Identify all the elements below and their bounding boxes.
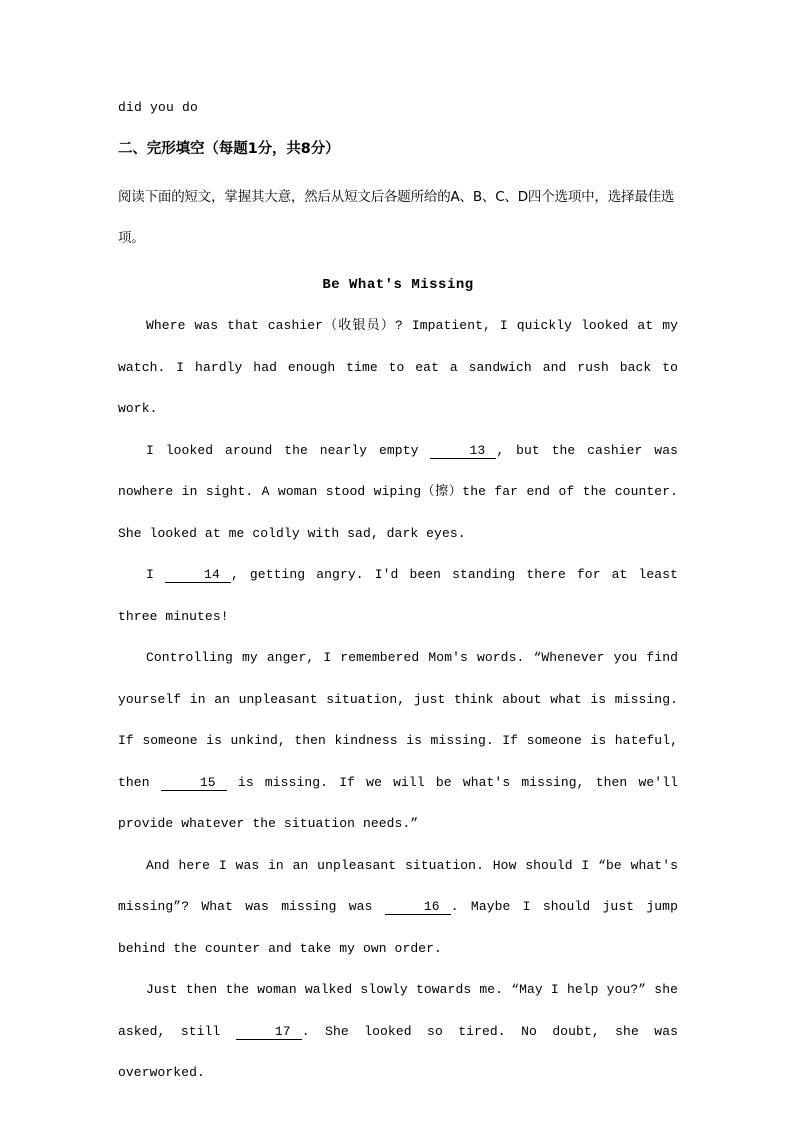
passage-paragraph xyxy=(118,305,678,430)
passage-text: And here I was in an unpleasant situation. How should I “be what's missing”? What was missing was xyxy=(118,857,678,914)
passage-paragraph xyxy=(118,969,678,1094)
previous-line: did you do xyxy=(118,100,199,115)
passage-text: Just then the woman walked slowly towards me. “May I help you?” she asked, still xyxy=(118,982,678,1039)
passage-body xyxy=(118,305,678,1094)
passage-title: Be What's Missing xyxy=(322,277,474,293)
passage-text: . She looked so tired. No doubt, she was overworked. xyxy=(118,1023,678,1080)
passage-text: Controlling my anger, I remembered Mom's words. “Whenever you find yourself in an unpleasant situation, just think about what is missing. If someone is unkind, then kindness is missing. If someone is hateful, then xyxy=(118,650,678,790)
passage-text: . Maybe I should just jump behind the counter and take my own order. xyxy=(118,899,678,956)
document-content xyxy=(118,98,678,1094)
passage-paragraph xyxy=(118,430,678,555)
passage-text: Where was that cashier（收银员）? Impatient, I quickly looked at my watch. I hardly had enough time to eat a sandwich and rush back to work. xyxy=(118,318,678,416)
section-heading: 二、完形填空（每题1分，共8分） xyxy=(118,141,340,157)
answer-blank-13[interactable]: 13 xyxy=(430,443,496,459)
passage-text: I xyxy=(146,567,165,582)
answer-blank-17[interactable]: 17 xyxy=(236,1024,302,1040)
passage-paragraph xyxy=(118,637,678,845)
answer-blank-15[interactable]: 15 xyxy=(161,775,227,791)
passage-paragraph xyxy=(118,554,678,637)
instructions-text: 阅读下面的短文，掌握其大意，然后从短文后各题所给的A、B、C、D四个选项中，选择最佳选项。 xyxy=(118,189,675,246)
passage-text: is missing. If we will be what's missing, then we'll provide whatever the situation needs.” xyxy=(118,774,678,831)
passage-text: , getting angry. I'd been standing there for at least three minutes! xyxy=(118,567,678,624)
passage-text: I looked around the nearly empty xyxy=(146,442,431,458)
passage-text: , but the cashier was nowhere in sight. A woman stood wiping（擦）the far end of the counter. She looked at me coldly with sad, dark eyes. xyxy=(118,442,678,541)
answer-blank-16[interactable]: 16 xyxy=(385,899,451,915)
answer-blank-14[interactable]: 14 xyxy=(165,567,231,583)
passage-paragraph xyxy=(118,845,678,970)
